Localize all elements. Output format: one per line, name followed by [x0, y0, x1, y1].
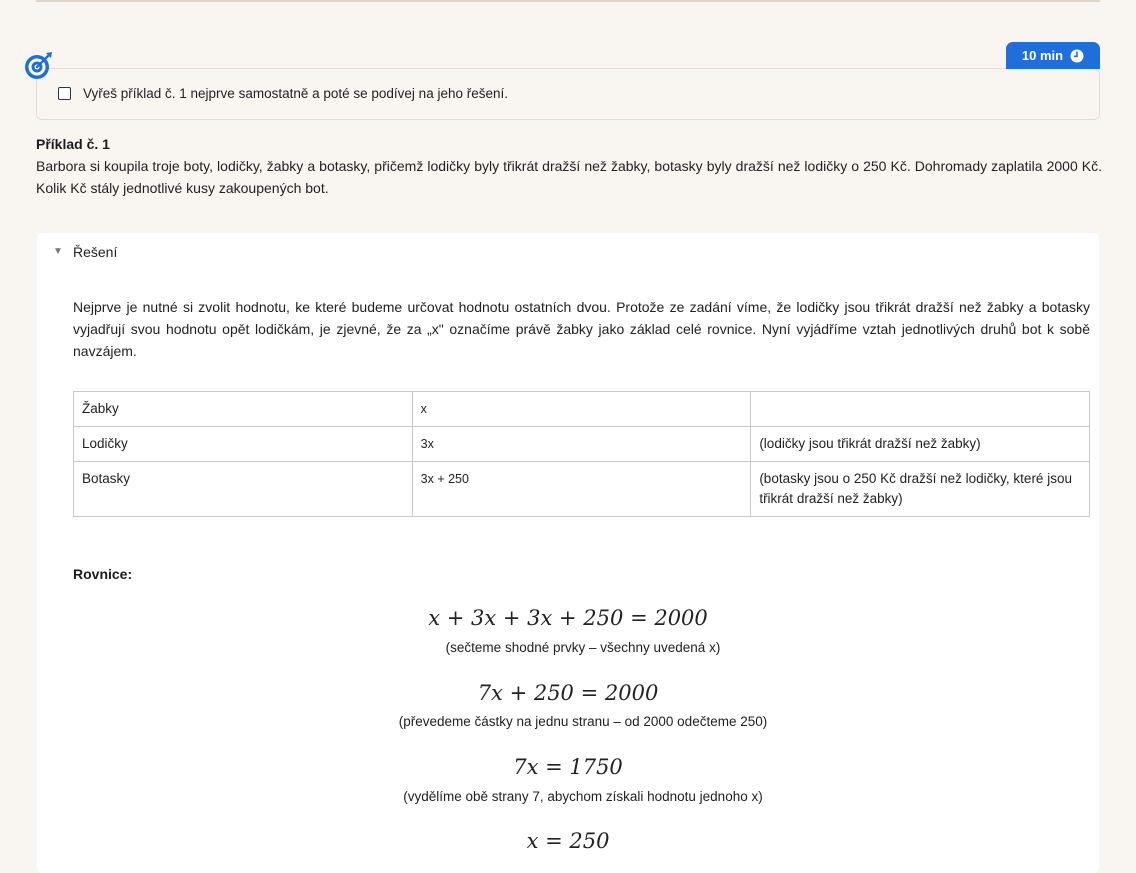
solution-toggle[interactable]: Řešení	[73, 244, 118, 260]
exercise-title: Příklad č. 1	[36, 136, 110, 152]
table-cell: x	[412, 392, 751, 427]
equation-step: x + 3x + 3x + 250 = 2000	[428, 606, 708, 630]
equation-note: (vydělíme obě strany 7, abychom získali hodnotu jednoho x)	[403, 789, 763, 804]
table-row	[74, 392, 1090, 427]
equation-note: (sečteme shodné prvky – všechny uvedená x)	[445, 640, 721, 655]
table-cell: Lodičky	[74, 427, 413, 462]
equation-step: x = 250	[526, 829, 610, 853]
caret-down-icon[interactable]: ▼	[53, 246, 63, 257]
equation-label: Rovnice:	[73, 566, 133, 582]
top-divider	[36, 0, 1100, 2]
clock-icon	[1070, 49, 1084, 63]
table-cell	[751, 392, 1090, 427]
equation-note: (převedeme částky na jednu stranu – od 2000 odečteme 250)	[398, 714, 768, 729]
target-icon	[22, 50, 54, 82]
table-cell: (botasky jsou o 250 Kč dražší než lodičky, které jsou třikrát dražší než žabky)	[751, 462, 1090, 517]
table-row	[74, 427, 1090, 462]
exercise-text: Barbora si koupila troje boty, lodičky, žabky a botasky, přičemž lodičky byly třikrát dražší než žabky, botasky byly dražší než lodičky o 250 Kč. Dohromady zaplatila 2000 Kč. Kolik Kč stály jednotlivé kusy zakoupených bot.	[36, 158, 1102, 196]
table-cell: Botasky	[74, 462, 413, 517]
table-cell: 3x	[412, 427, 751, 462]
table-row	[74, 462, 1090, 517]
time-label: 10 min	[1021, 48, 1064, 63]
time-badge	[1006, 42, 1100, 69]
task-instruction: Vyřeš příklad č. 1 nejprve samostatně a poté se podívej na jeho řešení.	[83, 86, 508, 101]
equation-step: 7x + 250 = 2000	[477, 681, 659, 705]
table-cell: 3x + 250	[412, 462, 751, 517]
solution-intro: Nejprve je nutné si zvolit hodnotu, ke které budeme určovat hodnotu ostatních dvou. Protože ze zadání víme, že lodičky jsou třikrát dražší než žabky a botasky vyjadřují svou hodnotu opět lodičkám, je zjevné, že za „x" označíme právě žabky jako základ celé rovnice. Nyní vyjádříme vztah jednotlivých druhů bot k sobě navzájem.	[73, 299, 1090, 359]
equation-step: 7x = 1750	[513, 755, 623, 779]
shoe-price-table	[73, 391, 1090, 517]
task-done-checkbox[interactable]	[58, 87, 71, 100]
table-cell: (lodičky jsou třikrát dražší než žabky)	[751, 427, 1090, 462]
table-cell: Žabky	[74, 392, 413, 427]
